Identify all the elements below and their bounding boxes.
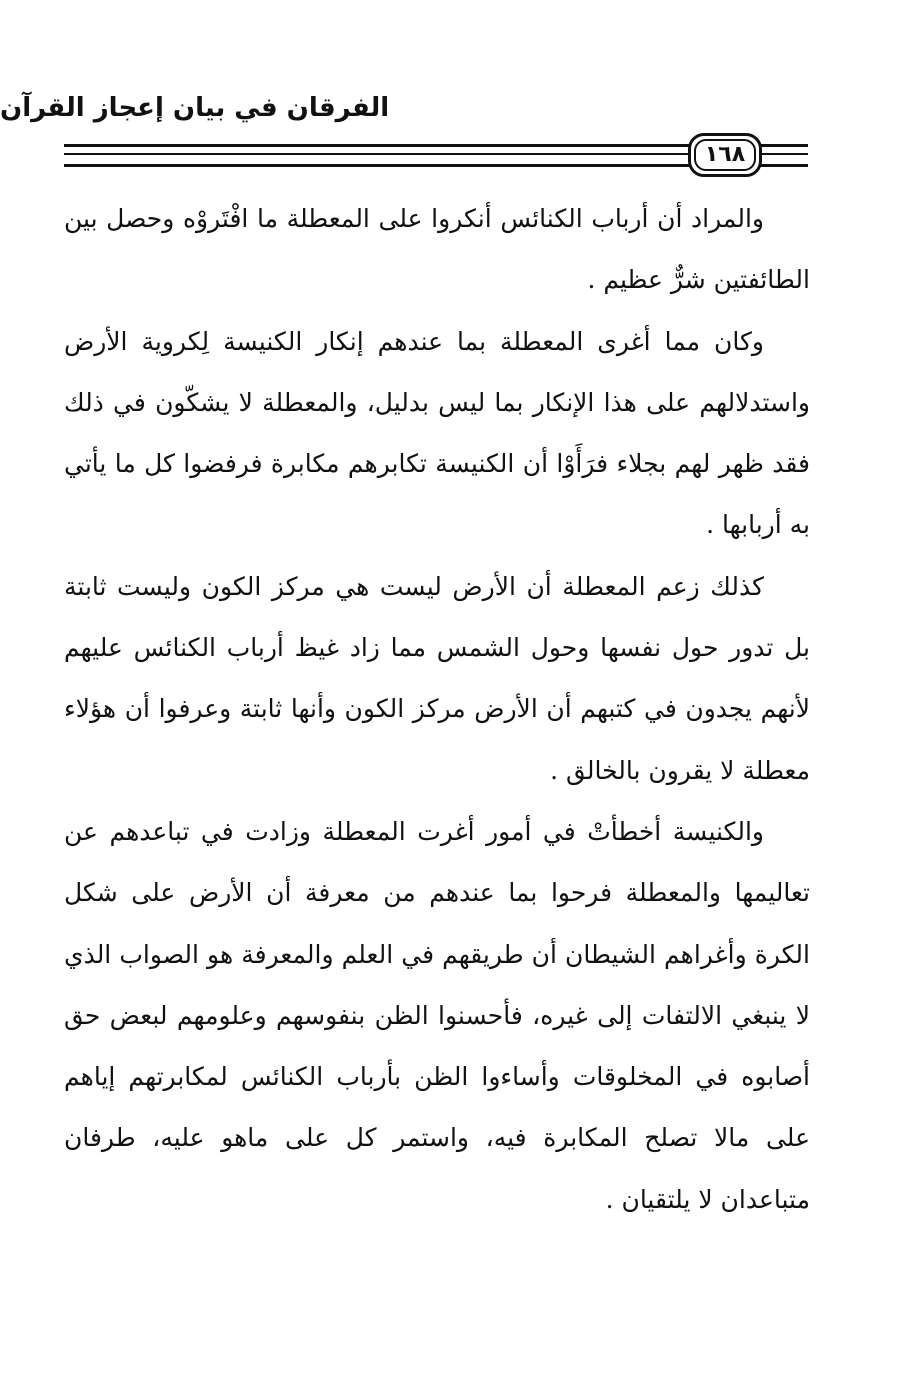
header-rule: [64, 153, 690, 155]
body-text: [64, 188, 810, 1230]
paragraph: والمراد أن أرباب الكنائس أنكروا على المعطلة ما افْتَروْه وحصل بين الطائفتين شرٌّ عظيم .: [64, 204, 810, 295]
header-rule: [64, 164, 690, 167]
paragraph: وكان مما أغرى المعطلة بما عندهم إنكار الكنيسة لِكروية الأرض واستدلالهم على هذا الإنكار بما ليس بدليل، والمعطلة لا يشكّون في ذلك فقد ظهر لهم بجلاء فرَأَوْا أن الكنيسة تكابرهم مكابرة فرفضوا كل ما يأتي به أربابها .: [64, 326, 810, 540]
header-rule: [760, 144, 808, 147]
page-number: ١٦٨: [704, 142, 746, 167]
paragraph: كذلك زعم المعطلة أن الأرض ليست هي مركز الكون وليست ثابتة بل تدور حول نفسها وحول الشمس مما زاد غيظ أرباب الكنائس عليهم لأنهم يجدون في كتبهم أن الأرض مركز الكون وأنها ثابتة وعرفوا أن هؤلاء معطلة لا يقرون بالخالق .: [64, 571, 810, 785]
header-rule: [760, 153, 808, 155]
header-rule: [64, 144, 690, 147]
header-rule: [760, 164, 808, 167]
running-header-title: الفرقان في بيان إعجاز القرآن: [0, 93, 390, 123]
paragraph: والكنيسة أخطأتْ في أمور أغرت المعطلة وزادت في تباعدهم عن تعاليمها والمعطلة فرحوا بما عندهم من معرفة أن الأرض على شكل الكرة وأغراهم الشيطان أن طريقهم في العلم والمعرفة هو الصواب الذي لا ينبغي الالتفات إلى غيره، فأحسنوا الظن بنفوسهم وعلومهم لبعض حق أصابوه في المخلوقات وأساءوا الظن بأرباب الكنائس لمكابرتهم إياهم على مالا تصلح المكابرة فيه، واستمر كل على ماهو عليه، طرفان متباعدان لا يلتقيان .: [64, 816, 810, 1214]
page-number-frame: [688, 133, 762, 177]
